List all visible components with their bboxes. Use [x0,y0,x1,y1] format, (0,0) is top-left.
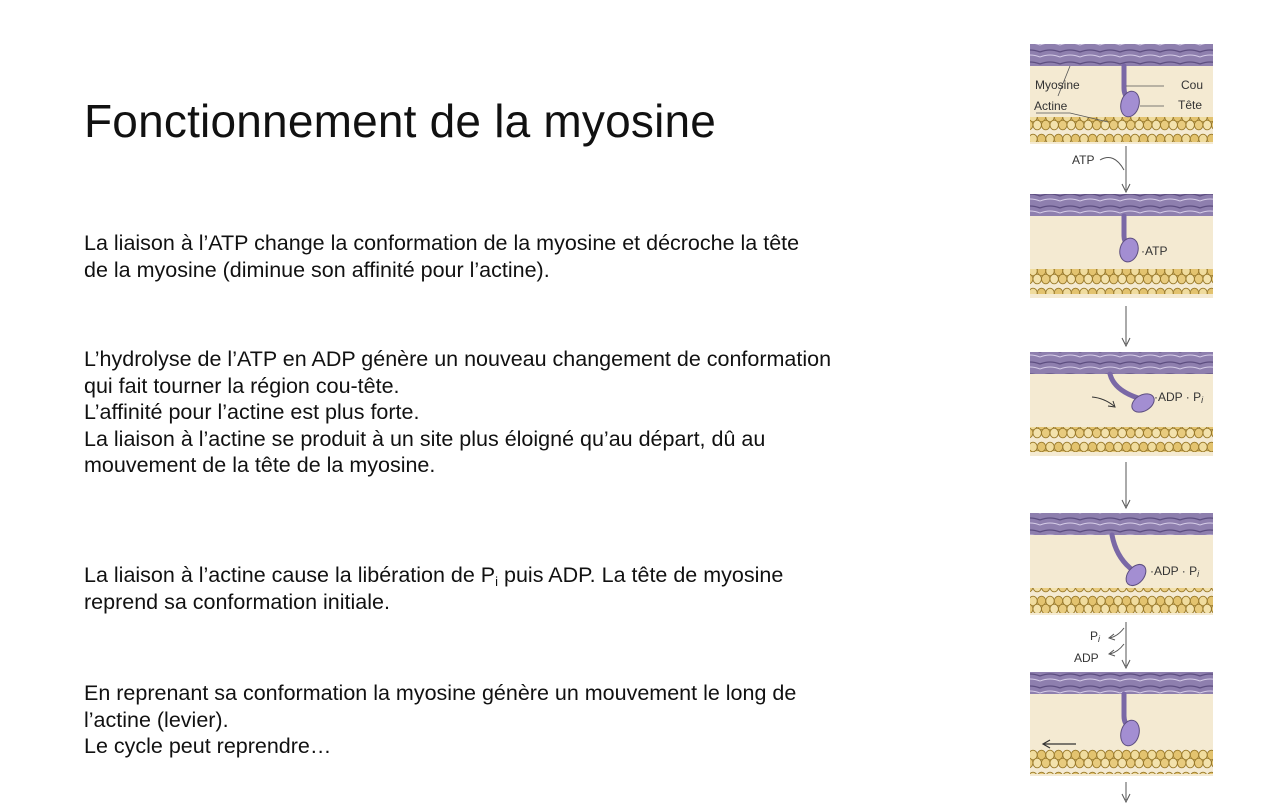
actin-filament [1030,269,1213,294]
text-line: l’actine (levier). [84,707,229,732]
label-adp-pi: ·ADP · Pi [1154,390,1204,405]
actin-filament [1030,749,1213,774]
text-segment: puis ADP. La tête de myosine [498,563,784,587]
myosin-cycle-diagram [1022,0,1273,808]
panel-detached-state [1030,194,1213,298]
text-line: mouvement de la tête de la myosine. [84,453,436,477]
panel-rigor-state [1030,44,1213,144]
paragraph-atp-hydrolysis [84,346,831,479]
text-line [84,562,783,589]
panel-cocked-state [1030,352,1213,456]
panel-attached-state [1030,513,1213,615]
step-arrow-atp [1072,146,1130,192]
thick-filament [1030,44,1213,66]
label-atp-bound: ·ATP [1141,244,1168,258]
label-adp: ADP [1074,651,1099,665]
text-segment: La liaison à l’actine cause la libération de P [84,563,496,587]
text-line: de la myosine (diminue son affinité pour l’actine). [84,257,550,282]
step-arrow [1122,782,1130,802]
label-actine: Actine [1034,99,1068,113]
text-line: qui fait tourner la région cou-tête. [84,373,400,398]
text-line: reprend sa conformation initiale. [84,589,390,614]
thick-filament [1030,513,1213,535]
panel-power-stroke-state [1030,672,1213,776]
label-tete: Tête [1178,98,1203,112]
text-line: En reprenant sa conformation la myosine génère un mouvement le long de [84,681,797,705]
actin-filament [1030,588,1213,613]
text-line: L’affinité pour l’actine est plus forte. [84,400,420,424]
thick-filament [1030,352,1213,374]
paragraph-power-stroke [84,680,796,760]
subscript: i [495,574,499,589]
label-adp-pi: ·ADP · Pi [1150,564,1200,579]
paragraph-pi-release [84,562,783,615]
label-atp-step: ATP [1072,153,1095,167]
label-cou: Cou [1181,78,1204,92]
text-line: La liaison à l’actine se produit à un site plus éloigné qu’au départ, dû au [84,426,766,451]
actin-filament [1030,427,1213,452]
paragraph-atp-binding [84,230,799,283]
label-myosine: Myosine [1035,78,1080,92]
actin-filament [1030,117,1213,142]
step-arrow-release [1074,622,1130,668]
step-arrow [1122,462,1130,508]
text-line: L’hydrolyse de l’ATP en ADP génère un nouveau changement de conformation [84,347,832,371]
thick-filament [1030,194,1213,216]
step-arrow [1122,306,1130,346]
slide-title: Fonctionnement de la myosine [84,95,717,147]
thick-filament [1030,672,1213,694]
text-line: La liaison à l’ATP change la conformation de la myosine et décroche la tête [84,231,800,255]
text-line: Le cycle peut reprendre… [84,734,332,758]
label-pi: Pi [1090,629,1101,644]
